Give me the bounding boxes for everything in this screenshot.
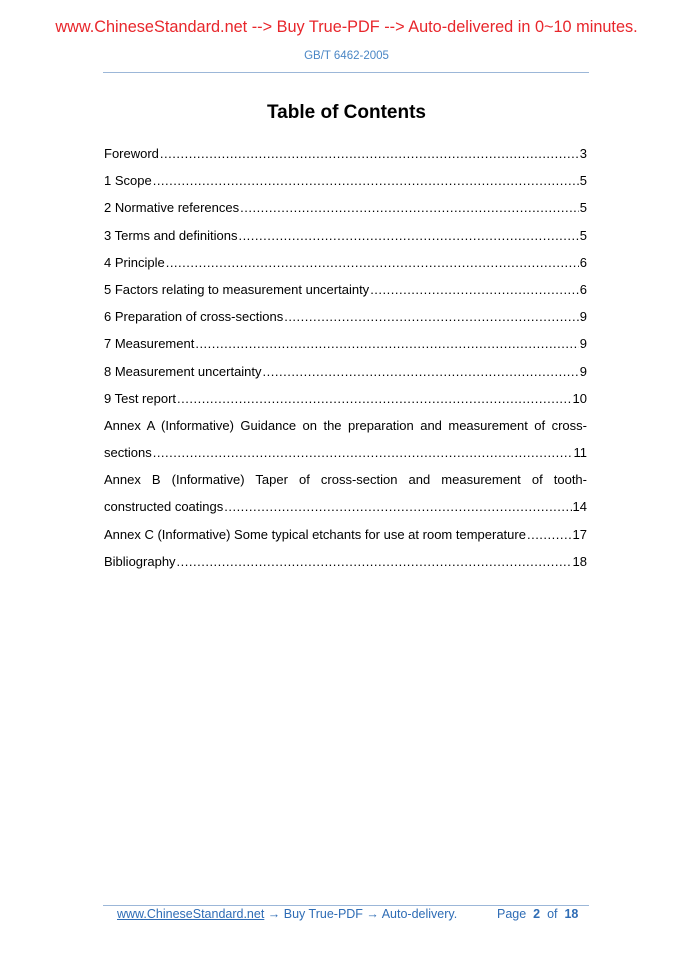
header-divider <box>103 72 589 73</box>
page-total: 18 <box>564 907 579 921</box>
toc-entry-scope[interactable] <box>104 171 587 198</box>
toc-entry-page: 6 <box>579 254 587 270</box>
page-word: Page <box>497 907 527 921</box>
toc-entry-page: 6 <box>579 281 587 297</box>
toc-entry-page: 18 <box>572 553 587 569</box>
toc-entry-label: 4 Principle <box>104 254 165 270</box>
toc-entry-annex-b-cont[interactable] <box>104 497 587 524</box>
document-id: GB/T 6462-2005 <box>304 50 389 62</box>
toc-entry-label: 9 Test report <box>104 390 177 406</box>
toc-entry-principle[interactable] <box>104 253 587 280</box>
toc-entry-page: 11 <box>573 445 587 461</box>
toc-entry-page: 5 <box>579 200 587 216</box>
toc-entry-annex-c[interactable] <box>104 525 587 552</box>
page-of: of <box>547 907 558 921</box>
toc-entry-page: 5 <box>579 173 587 189</box>
toc-leader-dots <box>240 198 579 218</box>
toc-leader-dots <box>238 226 578 246</box>
toc-leader-dots <box>195 334 578 354</box>
footer-divider <box>103 905 589 906</box>
toc-entry-measurement[interactable] <box>104 334 587 361</box>
top-banner[interactable]: www.ChineseStandard.net --> Buy True-PDF --> Auto-delivered in 0~10 minutes. <box>55 18 638 36</box>
toc-entry-annex-a-cont[interactable] <box>104 443 587 470</box>
toc-entry-label: 7 Measurement <box>104 336 195 352</box>
toc-entry-label: Annex B (Informative) Taper of cross-section and measurement of tooth- <box>104 472 587 488</box>
toc-entry-page: 9 <box>579 309 587 325</box>
toc-entry-measurement-uncertainty[interactable] <box>104 362 587 389</box>
toc-entry-preparation-cross-sections[interactable] <box>104 307 587 334</box>
toc-entry-label: Foreword <box>104 146 159 161</box>
toc-leader-dots <box>370 280 579 300</box>
toc-entry-page: 5 <box>579 227 587 243</box>
toc-entry-label: Annex C (Informative) Some typical etchants for use at room temperature <box>104 526 526 542</box>
toc-entry-label: 3 Terms and definitions <box>104 227 238 243</box>
toc-entry-label: 1 Scope <box>104 173 152 189</box>
toc-entry-label: sections <box>104 445 152 461</box>
toc-entry-foreword[interactable] <box>104 144 587 171</box>
toc-entry-label: 6 Preparation of cross-sections <box>104 309 284 325</box>
toc-entry-label: 2 Normative references <box>104 200 240 216</box>
footer-website-link[interactable]: www.ChineseStandard.net <box>117 907 265 921</box>
toc-entry-label: 5 Factors relating to measurement uncertainty <box>104 281 370 297</box>
toc-leader-dots <box>263 362 579 382</box>
toc-entry-annex-a[interactable] <box>104 416 587 443</box>
toc-entry-terms-and-definitions[interactable] <box>104 226 587 253</box>
toc-leader-dots <box>177 389 572 409</box>
toc-entry-label: Annex A (Informative) Guidance on the preparation and measurement of cross- <box>104 417 587 433</box>
toc-entry-label: constructed coatings <box>104 499 224 515</box>
toc-entry-factors-uncertainty[interactable] <box>104 280 587 307</box>
toc-leader-dots <box>166 253 579 273</box>
toc-leader-dots <box>153 171 579 191</box>
toc-entry-page: 17 <box>572 526 587 542</box>
toc-entry-page: 10 <box>572 390 587 406</box>
toc-entry-page: 3 <box>579 146 587 161</box>
toc-leader-dots <box>224 497 571 517</box>
page-title: Table of Contents <box>266 102 427 123</box>
toc-entry-page: 9 <box>579 336 587 352</box>
toc-leader-dots <box>284 307 579 327</box>
toc-leader-dots <box>177 552 572 572</box>
toc-leader-dots <box>527 525 572 545</box>
toc-leader-dots <box>160 144 579 164</box>
page-current: 2 <box>533 907 541 921</box>
toc-entry-page: 9 <box>579 363 587 379</box>
toc-leader-dots <box>153 443 573 463</box>
toc-entry-normative-references[interactable] <box>104 198 587 225</box>
toc-entry-bibliography[interactable] <box>104 552 587 579</box>
page-indicator <box>497 907 578 921</box>
toc-entry-label: Bibliography <box>104 553 176 569</box>
toc-entry-page: 14 <box>572 499 587 515</box>
footer-text: → Buy True-PDF → Auto-delivery. <box>264 907 458 921</box>
toc-entry-test-report[interactable] <box>104 389 587 416</box>
table-of-contents <box>104 144 587 579</box>
toc-entry-label: 8 Measurement uncertainty <box>104 363 262 379</box>
toc-entry-annex-b[interactable] <box>104 470 587 497</box>
page-footer <box>117 907 587 921</box>
